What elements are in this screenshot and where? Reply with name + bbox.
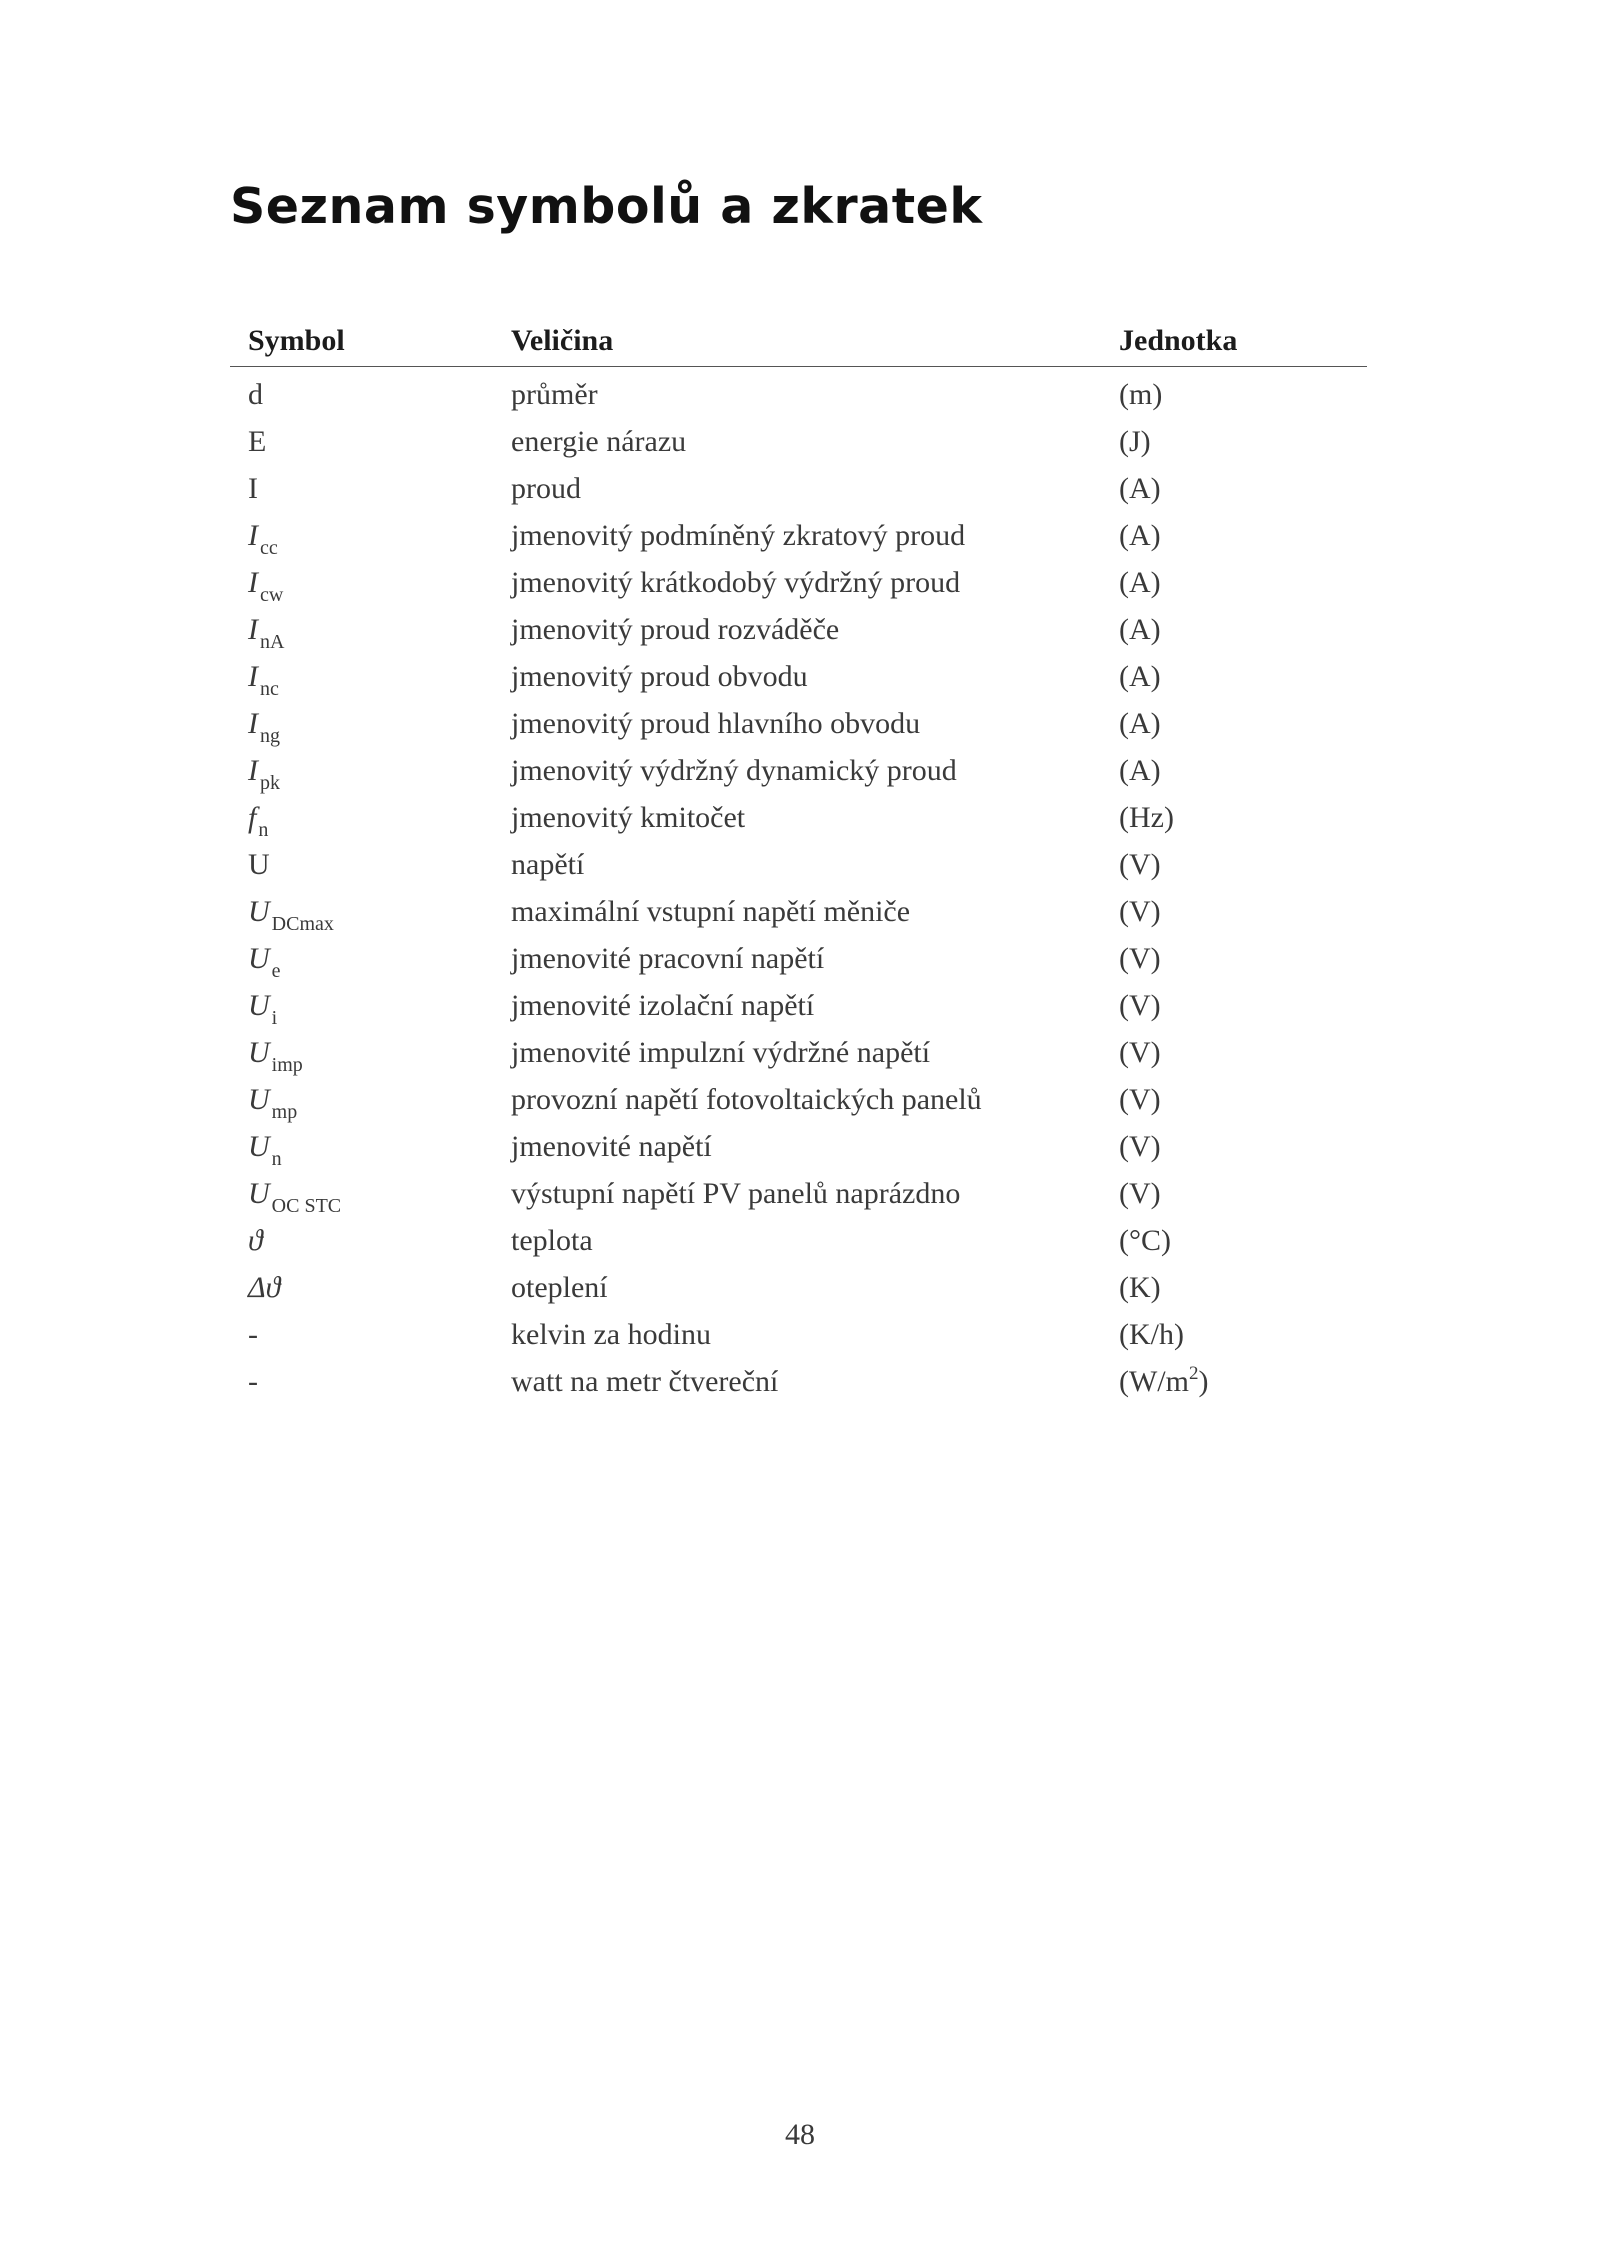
- table-row: [230, 888, 1367, 935]
- unit-cell: [1101, 841, 1367, 888]
- unit-text: (V): [1119, 941, 1161, 975]
- unit-text: (K/h): [1119, 1317, 1184, 1351]
- symbol-cell: [230, 700, 493, 747]
- unit-text: (°C): [1119, 1223, 1171, 1257]
- symbol-text: U: [248, 1129, 270, 1163]
- quantity-cell: provozní napětí fotovoltaických panelů: [511, 1082, 982, 1116]
- table-row: [230, 418, 1367, 465]
- unit-cell: [1101, 935, 1367, 982]
- symbol-cell: [230, 1076, 493, 1123]
- unit-text: (A): [1119, 565, 1161, 599]
- symbol-cell: [230, 418, 493, 465]
- unit-cell: [1101, 888, 1367, 935]
- unit-cell: [1101, 606, 1367, 653]
- symbol-text: U: [248, 1082, 270, 1116]
- quantity-cell: jmenovité izolační napětí: [511, 988, 815, 1022]
- unit-cell: [1101, 1311, 1367, 1358]
- unit-suffix: ): [1198, 1364, 1209, 1398]
- table-row: [230, 747, 1367, 794]
- table-row: [230, 1217, 1367, 1264]
- unit-text: (m): [1119, 377, 1163, 411]
- symbol-table: [230, 318, 1367, 1405]
- symbol-text: I: [248, 565, 258, 599]
- quantity-cell: jmenovitý krátkodobý výdržný proud: [511, 565, 961, 599]
- symbol-subscript: cc: [260, 536, 278, 559]
- table-row: [230, 935, 1367, 982]
- symbol-subscript: cw: [260, 583, 284, 606]
- symbol-text: Δϑ: [248, 1270, 281, 1304]
- symbol-text: E: [248, 424, 267, 458]
- symbol-subscript: n: [258, 818, 269, 841]
- page-number: 48: [785, 2118, 815, 2151]
- table-row: [230, 794, 1367, 841]
- quantity-cell: maximální vstupní napětí měniče: [511, 894, 911, 928]
- unit-text: (A): [1119, 706, 1161, 740]
- symbol-text: -: [248, 1364, 258, 1398]
- symbol-cell: [230, 1311, 493, 1358]
- symbol-cell: [230, 841, 493, 888]
- table-header: [230, 318, 1367, 367]
- symbol-cell: [230, 1029, 493, 1076]
- table-row: [230, 1311, 1367, 1358]
- table-body: [230, 367, 1367, 1406]
- quantity-cell: jmenovitý podmíněný zkratový proud: [511, 518, 966, 552]
- unit-text: (V): [1119, 1176, 1161, 1210]
- table-row: [230, 1123, 1367, 1170]
- symbol-cell: [230, 982, 493, 1029]
- unit-cell: [1101, 418, 1367, 465]
- table-row: [230, 1029, 1367, 1076]
- table-row: [230, 367, 1367, 419]
- unit-cell: [1101, 1170, 1367, 1217]
- symbol-subscript: OC STC: [271, 1194, 342, 1217]
- quantity-cell: jmenovité napětí: [511, 1129, 712, 1163]
- unit-text: (V): [1119, 1129, 1161, 1163]
- table-header-row: [230, 318, 1367, 367]
- quantity-cell: jmenovitý výdržný dynamický proud: [511, 753, 957, 787]
- unit-cell: [1101, 465, 1367, 512]
- table-row: [230, 512, 1367, 559]
- symbol-cell: [230, 794, 493, 841]
- quantity-cell: jmenovité pracovní napětí: [511, 941, 825, 975]
- unit-text: (Hz): [1119, 800, 1174, 834]
- quantity-cell: napětí: [511, 847, 585, 881]
- symbol-cell: [230, 1170, 493, 1217]
- symbol-cell: [230, 1358, 493, 1405]
- unit-superscript: 2: [1188, 1362, 1199, 1384]
- quantity-cell: jmenovitý proud rozváděče: [511, 612, 840, 646]
- symbol-subscript: DCmax: [271, 912, 334, 935]
- unit-cell: [1101, 1358, 1367, 1405]
- unit-cell: [1101, 1264, 1367, 1311]
- quantity-cell: jmenovité impulzní výdržné napětí: [511, 1035, 931, 1069]
- table-row: [230, 1264, 1367, 1311]
- symbol-subscript: pk: [260, 771, 280, 794]
- unit-cell: [1101, 1217, 1367, 1264]
- symbol-text: ϑ: [248, 1223, 263, 1257]
- symbol-cell: [230, 559, 493, 606]
- symbol-cell: [230, 888, 493, 935]
- unit-text: (V): [1119, 1082, 1161, 1116]
- unit-cell: [1101, 1029, 1367, 1076]
- unit-text: (A): [1119, 518, 1161, 552]
- symbol-cell: [230, 747, 493, 794]
- table-row: [230, 606, 1367, 653]
- symbol-cell: [230, 1217, 493, 1264]
- symbol-subscript: n: [271, 1147, 282, 1170]
- header-symbol: Symbol: [230, 318, 493, 367]
- symbol-subscript: imp: [271, 1053, 303, 1076]
- symbol-text: U: [248, 1035, 270, 1069]
- table-row: [230, 559, 1367, 606]
- quantity-cell: teplota: [511, 1223, 593, 1257]
- unit-text: (W/m: [1119, 1364, 1189, 1398]
- table-row: [230, 982, 1367, 1029]
- table-row: [230, 1358, 1367, 1405]
- quantity-cell: jmenovitý kmitočet: [511, 800, 746, 834]
- symbol-subscript: e: [271, 959, 281, 982]
- quantity-cell: průměr: [511, 377, 598, 411]
- unit-text: (A): [1119, 753, 1161, 787]
- quantity-cell: watt na metr čtvereční: [511, 1364, 779, 1398]
- table-row: [230, 465, 1367, 512]
- quantity-cell: oteplení: [511, 1270, 608, 1304]
- symbol-subscript: ng: [260, 724, 280, 747]
- unit-cell: [1101, 794, 1367, 841]
- unit-cell: [1101, 747, 1367, 794]
- unit-cell: [1101, 1123, 1367, 1170]
- table-row: [230, 700, 1367, 747]
- symbol-text: -: [248, 1317, 258, 1351]
- unit-text: (A): [1119, 612, 1161, 646]
- symbol-subscript: nA: [260, 630, 285, 653]
- header-quantity: Veličina: [493, 318, 1101, 367]
- unit-text: (V): [1119, 1035, 1161, 1069]
- symbol-text: I: [248, 612, 258, 646]
- symbol-subscript: nc: [260, 677, 279, 700]
- symbol-text: U: [248, 847, 270, 881]
- symbol-text: I: [248, 753, 258, 787]
- page-title: Seznam symbolů a zkratek: [230, 178, 983, 235]
- quantity-cell: jmenovitý proud hlavního obvodu: [511, 706, 921, 740]
- symbol-text: I: [248, 706, 258, 740]
- unit-cell: [1101, 1076, 1367, 1123]
- unit-cell: [1101, 367, 1367, 419]
- unit-text: (K): [1119, 1270, 1161, 1304]
- symbol-cell: [230, 935, 493, 982]
- symbol-text: I: [248, 659, 258, 693]
- symbol-cell: [230, 512, 493, 559]
- symbol-text: I: [248, 471, 258, 505]
- symbol-text: U: [248, 941, 270, 975]
- unit-cell: [1101, 653, 1367, 700]
- unit-text: (V): [1119, 988, 1161, 1022]
- symbol-cell: [230, 606, 493, 653]
- symbol-text: d: [248, 377, 263, 411]
- quantity-cell: energie nárazu: [511, 424, 687, 458]
- symbol-text: U: [248, 894, 270, 928]
- quantity-cell: kelvin za hodinu: [511, 1317, 711, 1351]
- unit-cell: [1101, 559, 1367, 606]
- symbol-text: I: [248, 518, 258, 552]
- quantity-cell: jmenovitý proud obvodu: [511, 659, 808, 693]
- symbol-text: f: [248, 800, 257, 834]
- unit-text: (A): [1119, 659, 1161, 693]
- symbol-text: U: [248, 988, 270, 1022]
- table-row: [230, 841, 1367, 888]
- symbol-subscript: i: [271, 1006, 278, 1029]
- quantity-cell: výstupní napětí PV panelů naprázdno: [511, 1176, 961, 1210]
- unit-text: (A): [1119, 471, 1161, 505]
- table-row: [230, 653, 1367, 700]
- symbol-cell: [230, 1264, 493, 1311]
- quantity-cell: proud: [511, 471, 581, 505]
- unit-cell: [1101, 982, 1367, 1029]
- unit-cell: [1101, 700, 1367, 747]
- symbol-subscript: mp: [271, 1100, 298, 1123]
- unit-text: (V): [1119, 847, 1161, 881]
- symbol-cell: [230, 653, 493, 700]
- unit-text: (V): [1119, 894, 1161, 928]
- unit-text: (J): [1119, 424, 1151, 458]
- unit-cell: [1101, 512, 1367, 559]
- symbol-cell: [230, 1123, 493, 1170]
- header-unit: Jednotka: [1101, 318, 1367, 367]
- table-row: [230, 1076, 1367, 1123]
- symbol-cell: [230, 465, 493, 512]
- symbol-cell: [230, 367, 493, 419]
- table-row: [230, 1170, 1367, 1217]
- symbol-text: U: [248, 1176, 270, 1210]
